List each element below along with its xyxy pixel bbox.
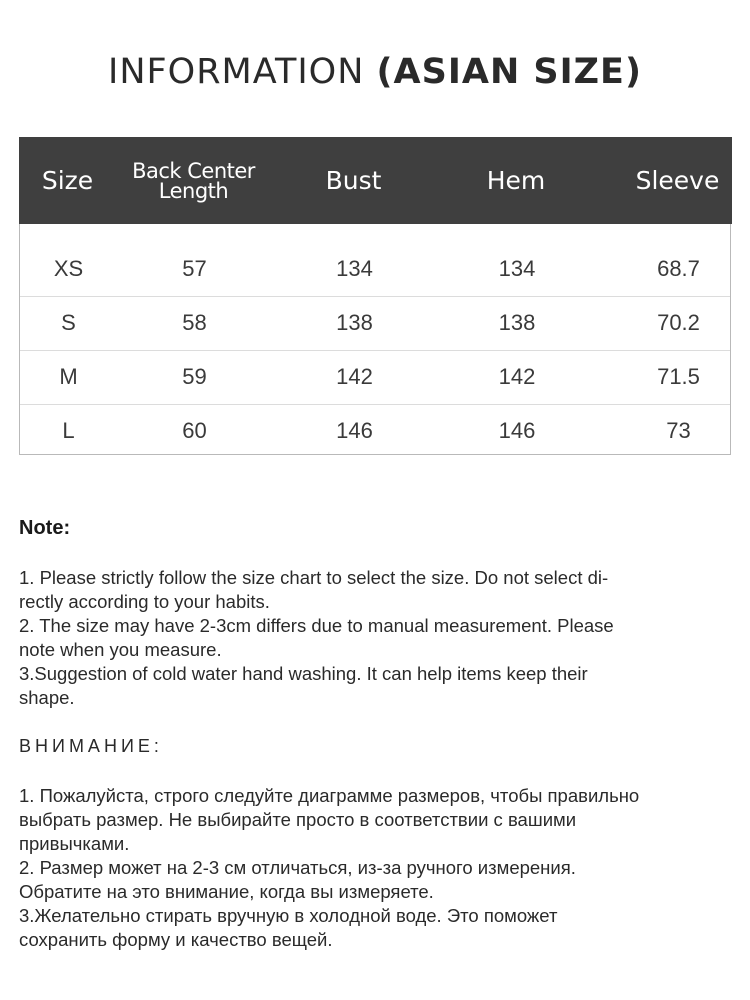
table-row xyxy=(20,404,730,458)
table-header xyxy=(19,137,732,224)
cell-bust: 146 xyxy=(336,418,373,443)
header-hem: Hem xyxy=(486,166,546,195)
russian-heading: ВНИМАНИЕ: xyxy=(19,736,163,756)
cell-hem: 146 xyxy=(498,418,536,443)
russian-line: 2. Размер может на 2-3 см отличаться, из-за ручного измерения. xyxy=(19,857,576,878)
table-row xyxy=(20,242,730,297)
cell-bust: 134 xyxy=(336,256,373,281)
cell-back-center-length: 60 xyxy=(182,418,207,443)
russian-line: 3.Желательно стирать вручную в холодной воде. Это поможет xyxy=(19,905,558,926)
russian-line: выбрать размер. Не выбирайте просто в соответствии с вашими xyxy=(19,809,577,830)
note-text xyxy=(19,566,731,710)
header-sleeve: Sleeve xyxy=(635,166,720,195)
header-back-center-line2: Length xyxy=(158,178,229,203)
russian-line: Обратите на это внимание, когда вы измеряете. xyxy=(19,881,434,902)
russian-line: сохранить форму и качество вещей. xyxy=(19,929,333,950)
russian-text xyxy=(19,784,731,952)
cell-back-center-length: 57 xyxy=(182,256,207,281)
header-bust: Bust xyxy=(325,166,382,195)
cell-sleeve: 68.7 xyxy=(657,256,700,281)
russian-line: 1. Пожалуйста, строго следуйте диаграмме размеров, чтобы правильно xyxy=(19,785,640,806)
table-row xyxy=(20,296,730,351)
cell-bust: 138 xyxy=(336,310,373,335)
header-size: Size xyxy=(41,166,94,195)
note-line: note when you measure. xyxy=(19,639,222,660)
cell-back-center-length: 58 xyxy=(182,310,207,335)
size-table xyxy=(19,137,731,455)
cell-size: L xyxy=(62,418,75,443)
cell-size: XS xyxy=(53,256,84,281)
cell-sleeve: 71.5 xyxy=(657,364,700,389)
cell-bust: 142 xyxy=(336,364,373,389)
title-main: INFORMATION xyxy=(108,52,365,92)
cell-sleeve: 70.2 xyxy=(657,310,700,335)
note-line: shape. xyxy=(19,687,75,708)
note-line: 3.Suggestion of cold water hand washing. It can help items keep their xyxy=(19,663,588,684)
cell-hem: 134 xyxy=(498,256,536,281)
cell-sleeve: 73 xyxy=(666,418,691,443)
note-line: rectly according to your habits. xyxy=(19,591,270,612)
russian-line: привычками. xyxy=(19,833,130,854)
cell-size: S xyxy=(61,310,76,335)
note-heading: Note: xyxy=(19,517,71,539)
header-back-center-line1: Back Center xyxy=(132,158,255,183)
cell-hem: 142 xyxy=(498,364,536,389)
note-line: 2. The size may have 2-3cm differs due to manual measurement. Please xyxy=(19,615,614,636)
header-back-center-length xyxy=(116,137,271,224)
cell-back-center-length: 59 xyxy=(182,364,207,389)
cell-size: M xyxy=(59,364,78,389)
cell-hem: 138 xyxy=(498,310,536,335)
table-row xyxy=(20,350,730,405)
page-title xyxy=(0,52,750,92)
note-line: 1. Please strictly follow the size chart to select the size. Do not select di- xyxy=(19,567,609,588)
title-asian-size: (ASIAN SIZE) xyxy=(376,52,642,92)
